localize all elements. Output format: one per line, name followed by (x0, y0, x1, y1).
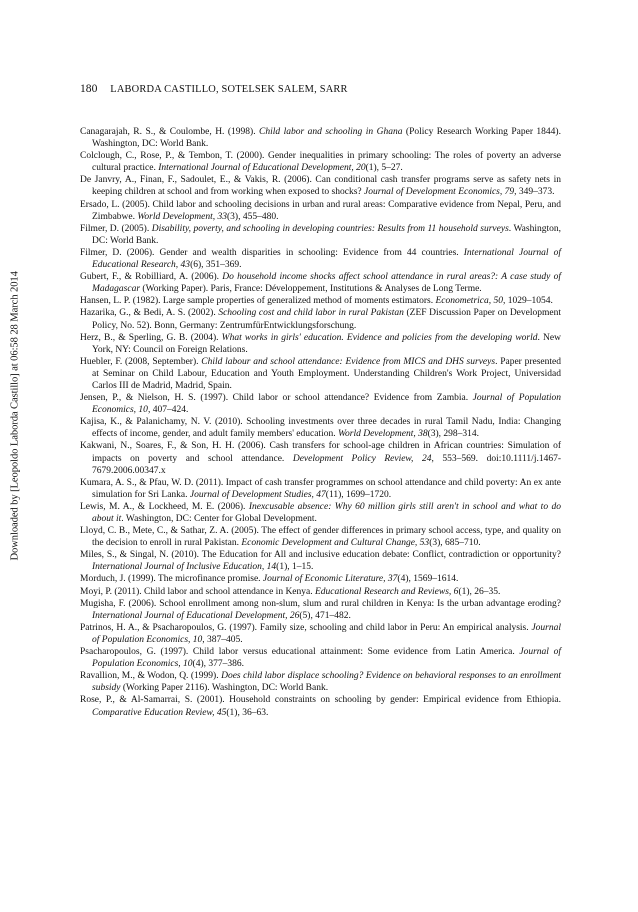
reference-entry (80, 174, 561, 198)
reference-entry (80, 271, 561, 295)
reference-text: (Working Paper 2116). Washington, DC: World Bank. (120, 683, 329, 694)
reference-italic-text: Journal of Population Economics, 10 (92, 622, 561, 645)
download-watermark: Downloaded by [Leopoldo Laborda Castillo] at 06:58 28 March 2014 (9, 271, 21, 561)
reference-text: , 387–405. (202, 634, 243, 645)
reference-italic-text: Does child labor displace schooling? Evidence on behavioral responses to an enrollment subsidy (92, 671, 561, 694)
reference-entry (80, 477, 561, 501)
reference-entry (80, 694, 561, 718)
reference-text: Lewis, M. A., & Lockheed, M. E. (2006). (80, 501, 249, 512)
reference-text: (1), 26–35. (458, 586, 501, 597)
reference-text: Jensen, P., & Nielson, H. S. (1997). Child labor or school attendance? Evidence from Zambia. (80, 393, 473, 404)
reference-italic-text: Inexcusable absence: Why 60 million girls still aren't in school and what to do about it (92, 501, 561, 524)
reference-text: (3), 455–480. (227, 211, 279, 222)
reference-entry (80, 247, 561, 271)
reference-italic-text: Do household income shocks affect school attendance in rural areas?: A case study of Madagascar (92, 272, 562, 295)
reference-text: (3), 685–710. (429, 538, 481, 549)
reference-italic-text: Economic Development and Cultural Change, 53 (241, 538, 430, 549)
reference-text: (1), 36–63. (226, 707, 269, 718)
reference-italic-text: Schooling cost and child labor in rural Pakistan (218, 308, 404, 319)
reference-text: , 349–373. (514, 187, 555, 198)
reference-entry (80, 392, 561, 416)
reference-italic-text: Child labor and schooling in Ghana (259, 127, 403, 137)
reference-text: Canagarajah, R. S., & Coulombe, H. (1998). (80, 127, 260, 137)
reference-text: Ersado, L. (2005). Child labor and schooling decisions in urban and rural areas: Comparative evidence from Nepal, Peru, and Zimbabwe. (80, 199, 561, 222)
reference-text: (3), 298–314. (427, 429, 480, 440)
running-header (80, 82, 348, 95)
reference-entry (80, 646, 561, 670)
reference-text: Huebler, F. (2008, September). (80, 356, 202, 367)
reference-italic-text: Journal of Development Economics, 79 (364, 187, 515, 198)
reference-italic-text: International Journal of Inclusive Education, 14 (92, 562, 277, 573)
reference-text: . Paper presented at Seminar on Child Labour, Education and Youth Employment. Understanding Children's Work Project, Universidad Carlos III de Madrid, Madrid, Spain. (92, 356, 561, 391)
reference-text: (Working Paper). Paris, France: Développement, Institutions & Analyses de Long Terme. (140, 284, 482, 295)
reference-text: Moyi, P. (2011). Child labor and school attendance in Kenya. (80, 586, 315, 597)
reference-italic-text: Journal of Population Economics, 10 (92, 647, 561, 670)
reference-text: (1), 1–15. (276, 562, 314, 573)
reference-italic-text: Development Policy Review, 24 (292, 453, 432, 464)
reference-text: , 1029–1054. (503, 296, 553, 307)
reference-text: Kumara, A. S., & Pfau, W. D. (2011). Impact of cash transfer programmes on school attendance and child poverty: An ex ante simulation for Sri Lanka. (80, 477, 561, 500)
reference-text: , 553–569. doi:10.1111/j.1467-7679.2006.00347.x (92, 453, 561, 476)
reference-entry (80, 416, 561, 440)
reference-italic-text: International Journal of Educational Development, 20 (158, 163, 366, 174)
reference-text: (6), 351–369. (190, 260, 242, 271)
reference-entry (80, 332, 561, 356)
reference-italic-text: Disability, poverty, and schooling in developing countries: Results from 11 household surveys (151, 223, 509, 234)
reference-text: Herz, B., & Sperling, G. B. (2004). (80, 332, 222, 343)
reference-italic-text: World Development, 33 (137, 211, 228, 222)
reference-entry (80, 622, 561, 646)
reference-italic-text: What works in girls' education. Evidence and policies from the developing world (221, 332, 538, 343)
reference-text: Kajisa, K., & Palanichamy, N. V. (2010). Schooling investments over three decades in rural Tamil Nadu, India: Changing effects of income, gender, and adult family members' education. (80, 417, 561, 440)
reference-text: (5), 471–482. (299, 610, 351, 621)
reference-text: (11), 1699–1720. (325, 489, 392, 500)
reference-text: Kakwani, N., Soares, F., & Son, H. H. (2006). Cash transfers for school-age children in African countries: Simulation of impacts on poverty and school attendance. (80, 441, 561, 464)
reference-italic-text: Comparative Education Review, 45 (92, 707, 227, 718)
reference-italic-text: World Development, 38 (337, 429, 428, 440)
reference-text: , 407–424. (147, 405, 189, 416)
reference-entry (80, 150, 561, 174)
reference-text: (1), 5–27. (365, 163, 403, 174)
reference-text: Colclough, C., Rose, P., & Tembon, T. (2000). Gender inequalities in primary schooling: The roles of poverty an adverse cultural practice. (80, 151, 561, 174)
reference-text: Filmer, D. (2006). Gender and wealth disparities in schooling: Evidence from 44 countries. (80, 247, 464, 258)
reference-text: Gubert, F., & Robilliard, A. (2006). (80, 272, 223, 283)
reference-entry (80, 586, 561, 598)
reference-italic-text: Journal of Population Economics, 10 (92, 393, 561, 416)
reference-text: Ravallion, M., & Wodon, Q. (1999). (80, 671, 222, 682)
reference-entry (80, 501, 561, 525)
reference-italic-text: International Journal of Educational Development, 26 (92, 610, 300, 621)
reference-entry (80, 598, 561, 622)
reference-italic-text: Econometrica, 50 (435, 296, 503, 307)
reference-text: Lloyd, C. B., Mete, C., & Sathar, Z. A. (2005). The effect of gender differences in primary school access, type, and quality on the decision to enroll in rural Pakistan. (80, 526, 561, 549)
reference-text: Miles, S., & Singal, N. (2010). The Education for All and inclusive education debate: Conflict, contradiction or opportunity? (80, 550, 561, 561)
reference-text: Mugisha, F. (2006). School enrollment among non-slum, slum and rural children in Kenya: Is the urban advantage eroding? (80, 598, 561, 609)
reference-text: . Washington, DC: Center for Global Development. (121, 514, 317, 524)
reference-text: (Policy Research Working Paper 1844). Washington, DC: World Bank. (92, 127, 561, 150)
reference-text: Patrinos, H. A., & Psacharopoulos, G. (1997). Family size, schooling and child labor in Peru: An empirical analysis. (80, 622, 532, 633)
reference-text: (ZEF Discussion Paper on Development Policy, No. 52). Bonn, Germany: ZentrumfürEntwicklungsforschung. (92, 308, 561, 331)
reference-entry (80, 525, 561, 549)
reference-text: Hazarika, G., & Bedi, A. S. (2002). (80, 308, 219, 319)
reference-text: . Washington, DC: World Bank. (92, 223, 561, 246)
reference-italic-text: Journal of Economic Literature, 37 (262, 574, 398, 585)
reference-text: . New York, NY: Council on Foreign Relations. (92, 332, 561, 355)
reference-text: De Janvry, A., Finan, F., Sadoulet, E., & Vakis, R. (2006). Can conditional cash transfer programs serve as safety nets in keeping children at school and from working when exposed to shocks? (80, 175, 561, 198)
reference-list (80, 126, 561, 719)
running-title: LABORDA CASTILLO, SOTELSEK SALEM, SARR (110, 84, 348, 95)
reference-entry (80, 549, 561, 573)
reference-entry (80, 356, 561, 392)
reference-entry (80, 126, 561, 150)
reference-italic-text: Journal of Development Studies, 47 (189, 489, 326, 500)
reference-entry (80, 670, 561, 694)
reference-text: Rose, P., & Al-Samarrai, S. (2001). Household constraints on schooling by gender: Empirical evidence from Ethiopia. (80, 695, 561, 706)
reference-entry (80, 440, 561, 476)
reference-text: Hansen, L. P. (1982). Large sample properties of generalized method of moments estimators. (80, 296, 436, 307)
reference-text: Filmer, D. (2005). (80, 223, 152, 234)
reference-italic-text: International Journal of Educational Research, 43 (92, 247, 561, 271)
reference-entry (80, 223, 561, 247)
reference-text: (4), 377–386. (192, 659, 244, 670)
reference-italic-text: Educational Research and Reviews, 6 (315, 586, 459, 597)
reference-entry (80, 307, 561, 331)
reference-text: (4), 1569–1614. (397, 574, 459, 585)
reference-entry (80, 295, 561, 307)
reference-italic-text: Child labour and school attendance: Evidence from MICS and DHS surveys (201, 356, 496, 367)
reference-text: Psacharopoulos, G. (1997). Child labor versus educational attainment: Some evidence from Latin America. (80, 647, 520, 658)
reference-entry (80, 573, 561, 585)
reference-text: Morduch, J. (1999). The microfinance promise. (80, 574, 263, 585)
reference-entry (80, 199, 561, 223)
page-number: 180 (80, 82, 98, 95)
